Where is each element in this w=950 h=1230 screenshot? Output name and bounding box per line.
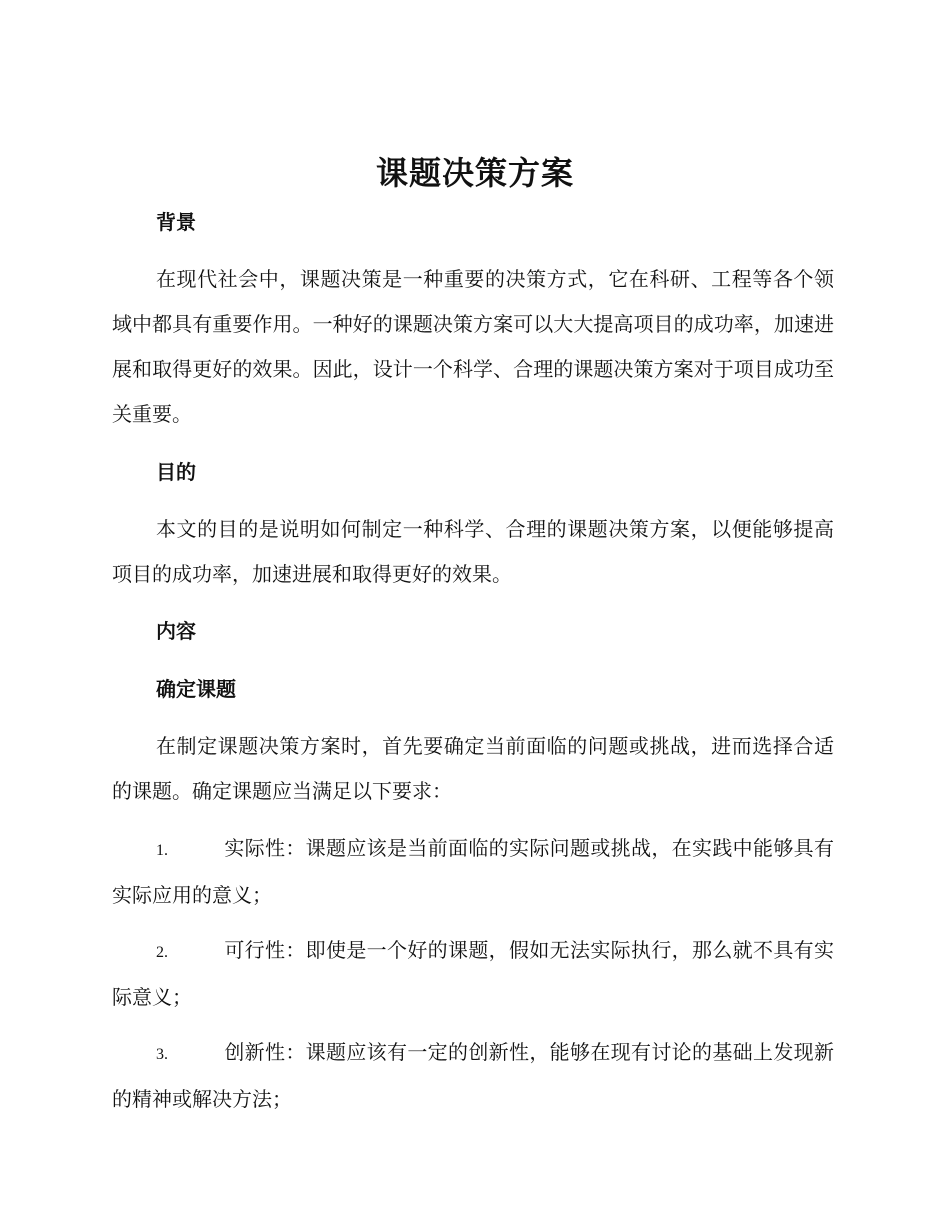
list-item [112,826,834,918]
purpose-paragraph: 本文的目的是说明如何制定一种科学、合理的课题决策方案，以便能够提高项目的成功率，加速进展和取得更好的效果。 [112,517,834,586]
section-heading-background: 背景 [156,210,196,234]
list-item-number: 3. [156,1046,168,1063]
list-item-text: 可行性：即使是一个好的课题，假如无法实际执行，那么就不具有实际意义； [112,938,834,1009]
determine-topic-paragraph: 在制定课题决策方案时，首先要确定当前面临的问题或挑战，进而选择合适的课题。确定课题应当满足以下要求： [112,734,834,803]
section-heading-content: 内容 [156,619,196,643]
list-item-number: 2. [156,944,168,961]
list-item [112,928,834,1020]
section-heading-determine-topic: 确定课题 [156,677,236,701]
document-title: 课题决策方案 [375,154,574,192]
section-heading-purpose: 目的 [156,460,196,484]
list-item-text: 实际性：课题应该是当前面临的实际问题或挑战，在实践中能够具有实际应用的意义； [112,836,834,907]
background-paragraph: 在现代社会中，课题决策是一种重要的决策方式，它在科研、工程等各个领域中都具有重要作用。一种好的课题决策方案可以大大提高项目的成功率，加速进展和取得更好的效果。因此，设计一个科学、合理的课题决策方案对于项目成功至关重要。 [112,267,834,426]
list-item-text: 创新性：课题应该有一定的创新性，能够在现有讨论的基础上发现新的精神或解决方法； [112,1040,834,1111]
list-item [112,1030,834,1122]
list-item-number: 1. [156,842,168,859]
